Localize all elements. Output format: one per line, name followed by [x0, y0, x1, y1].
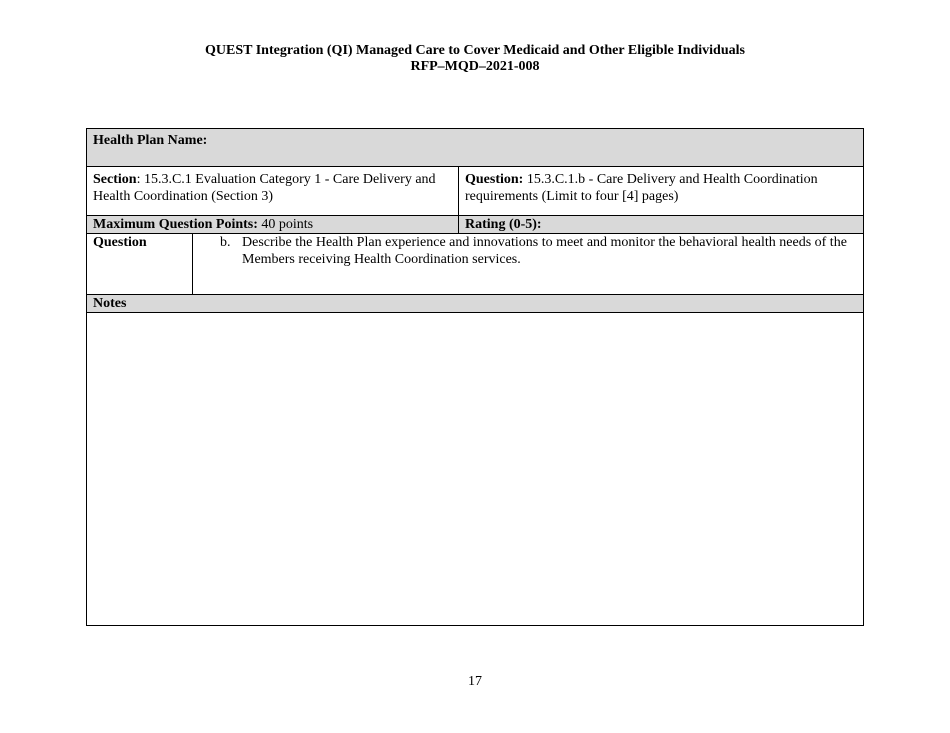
health-plan-row [87, 129, 864, 167]
page-number: 17 [468, 674, 482, 689]
max-points-label: Maximum Question Points: [93, 217, 258, 232]
document-title: QUEST Integration (QI) Managed Care to Cover Medicaid and Other Eligible Individuals [205, 43, 745, 58]
document-header [0, 43, 950, 75]
points-row [87, 216, 864, 234]
notes-header-row [87, 295, 864, 313]
rfp-number: RFP–MQD–2021-008 [410, 59, 540, 74]
question-row [87, 234, 864, 295]
notes-body-row [87, 313, 864, 626]
question-ref-label: Question: [465, 172, 524, 187]
notes-area[interactable] [87, 313, 864, 626]
section-row [87, 167, 864, 216]
section-value: : 15.3.C.1 Evaluation Category 1 - Care Delivery and Health Coordination (Section 3) [93, 172, 436, 204]
question-row-label: Question [87, 234, 193, 295]
max-points-value: 40 points [257, 217, 314, 232]
notes-label: Notes [87, 295, 864, 313]
question-text-cell [193, 234, 864, 295]
evaluation-table [86, 128, 864, 626]
question-ref-cell [459, 167, 864, 216]
section-label: Section [93, 172, 137, 187]
question-letter: b. [220, 235, 231, 250]
max-points-cell [87, 216, 459, 234]
question-ref-value: 15.3.C.1.b - Care Delivery and Health Coordination requirements (Limit to four [4] pages) [465, 172, 818, 204]
health-plan-name-label: Health Plan Name: [87, 129, 864, 167]
question-text: Describe the Health Plan experience and innovations to meet and monitor the behavioral health needs of the Members receiving Health Coordination services. [242, 235, 847, 267]
rating-label: Rating (0-5): [459, 216, 864, 234]
section-cell [87, 167, 459, 216]
